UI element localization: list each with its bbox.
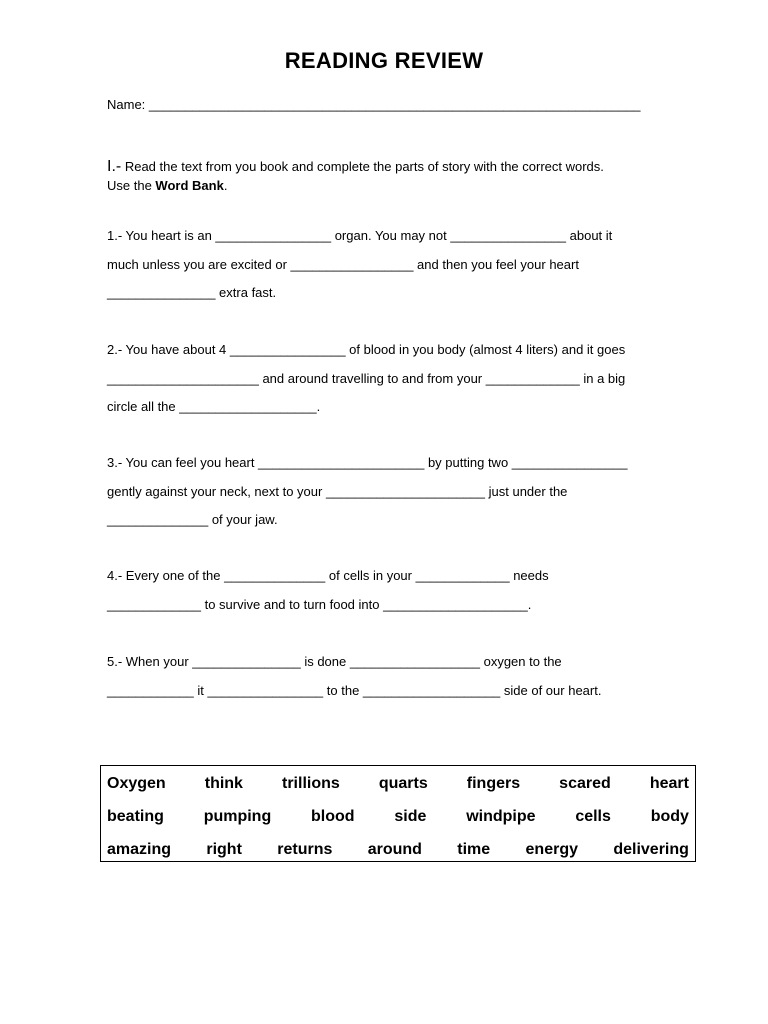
- instructions: [107, 157, 667, 195]
- question-line: _______________ extra fast.: [107, 285, 277, 300]
- word-bank-word: Oxygen: [107, 774, 166, 792]
- question-4: [107, 562, 661, 619]
- question-2: [107, 336, 661, 422]
- question-line: gently against your neck, next to your ______________________ just under the: [107, 483, 568, 499]
- page-title: READING REVIEW: [284, 48, 484, 73]
- word-bank-word: amazing: [107, 840, 172, 858]
- word-bank-word: pumping: [203, 807, 272, 825]
- word-bank-label: Word Bank: [155, 178, 224, 193]
- word-bank-word: blood: [311, 807, 355, 825]
- word-bank-row: [107, 800, 689, 833]
- word-bank-word: windpipe: [466, 807, 536, 825]
- name-field-line[interactable]: Name: ____________________________________________________________________: [107, 97, 641, 112]
- word-bank-word: cells: [575, 807, 611, 825]
- question-line: circle all the ___________________.: [107, 399, 321, 414]
- instructions-period: .: [223, 178, 228, 193]
- word-bank-word: returns: [277, 840, 333, 858]
- section-numeral: I.-: [107, 158, 122, 175]
- word-bank-word: scared: [559, 774, 611, 792]
- question-line: _____________________ and around travelling to and from your _____________ in a big: [107, 370, 626, 386]
- word-bank-word: time: [457, 840, 491, 858]
- word-bank-word: heart: [649, 774, 689, 792]
- word-bank-word: body: [650, 807, 689, 825]
- question-line: 4.- Every one of the ______________ of cells in your _____________ needs: [107, 568, 549, 583]
- question-line: _____________ to survive and to turn food into ____________________.: [107, 596, 532, 612]
- question-line: ____________ it ________________ to the ___________________ side of our heart.: [107, 682, 602, 698]
- question-1: [107, 222, 661, 308]
- question-line: 3.- You can feel you heart _______________________ by putting two ________________: [107, 455, 628, 470]
- question-line: 1.- You heart is an ________________ organ. You may not ________________ about it: [107, 228, 613, 243]
- question-line: 2.- You have about 4 ________________ of blood in you body (almost 4 liters) and it goes: [107, 342, 626, 357]
- word-bank-box: [100, 765, 696, 862]
- instructions-text-2: Use the: [107, 178, 156, 193]
- word-bank-word: quarts: [378, 774, 428, 792]
- word-bank-word: delivering: [613, 840, 689, 858]
- word-bank-row: [107, 767, 689, 800]
- word-bank-word: side: [394, 807, 427, 825]
- question-5: [107, 648, 661, 705]
- question-3: [107, 449, 661, 535]
- question-line: 5.- When your _______________ is done __________________ oxygen to the: [107, 654, 562, 669]
- question-line: much unless you are excited or _________________ and then you feel your heart: [107, 256, 579, 272]
- word-bank-word: trillions: [282, 774, 340, 792]
- word-bank-row: [107, 833, 689, 866]
- word-bank-word: beating: [107, 807, 164, 825]
- question-line: ______________ of your jaw.: [107, 512, 278, 527]
- word-bank-word: around: [367, 840, 422, 858]
- word-bank-word: fingers: [466, 774, 521, 792]
- word-bank-word: right: [206, 840, 242, 858]
- instructions-text: Read the text from you book and complete the parts of story with the correct words.: [121, 159, 604, 174]
- word-bank-word: think: [204, 774, 243, 792]
- word-bank-word: energy: [525, 840, 578, 858]
